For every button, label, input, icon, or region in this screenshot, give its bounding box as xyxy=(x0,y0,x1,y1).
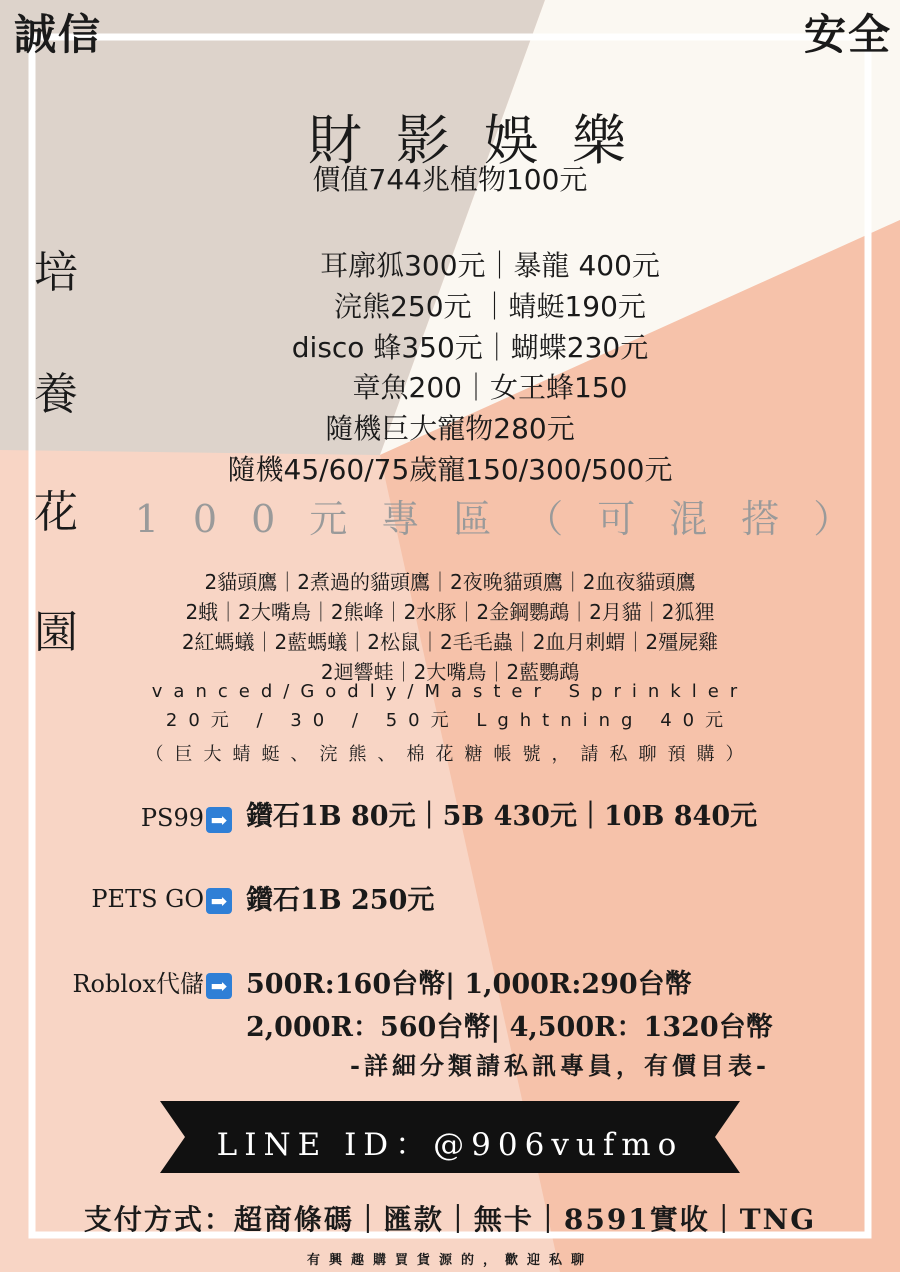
subtitle: 價值744兆植物100元 xyxy=(312,163,588,196)
item-line-6: 隨機45/60/75歲寵150/300/500元 xyxy=(227,453,673,486)
arrow-right-icon: ➡ xyxy=(206,807,232,833)
payment-methods: 支付方式：超商條碼｜匯款｜無卡｜8591實收｜TNG xyxy=(83,1203,817,1236)
corner-label-left: 誠信 xyxy=(14,10,103,59)
product-label-ps99-text: PS99 xyxy=(140,804,204,832)
zone-item-line-2: 2蛾｜2大嘴鳥｜2熊峰｜2水豚｜2金鋼鸚鵡｜2月貓｜2狐狸 xyxy=(185,600,715,624)
product-label-roblox-text: Roblox代儲 xyxy=(72,970,204,998)
side-char-1: 培 xyxy=(34,247,78,298)
side-char-3: 花 xyxy=(34,487,78,538)
footer-note: 有興趣購買貨源的，歡迎私聊 xyxy=(306,1253,593,1268)
sprinkler-line-2: 20元 / 30 / 50元 Lghtning 40元 xyxy=(165,710,735,731)
item-line-1: 耳廓狐300元｜暴龍 400元 xyxy=(320,249,660,282)
zone-item-line-4: 2迴響蛙｜2大嘴鳥｜2藍鸚鵡 xyxy=(320,660,580,684)
arrow-right-icon: ➡ xyxy=(206,888,232,914)
sprinkler-line-1: vanced/Godly/Master Sprinkler xyxy=(151,681,749,702)
zone-item-line-1: 2貓頭鷹｜2煮過的貓頭鷹｜2夜晚貓頭鷹｜2血夜貓頭鷹 xyxy=(204,570,696,594)
item-line-5: 隨機巨大寵物280元 xyxy=(325,412,575,445)
line-id-text[interactable]: LINE ID：@906vufmo xyxy=(216,1127,684,1163)
item-line-3: disco 蜂350元｜蝴蝶230元 xyxy=(291,331,649,364)
arrow-right-icon: ➡ xyxy=(206,973,232,999)
product-label-ps99 xyxy=(141,804,232,833)
shop-title: 財影娛樂 xyxy=(308,109,660,172)
item-line-2: 浣熊250元 ｜蜻蜓190元 xyxy=(334,290,646,323)
product-label-petsgo xyxy=(91,885,232,914)
preorder-note: （巨大蜻蜓、浣熊、棉花糖帳號，請私聊預購） xyxy=(145,744,755,765)
side-char-4: 園 xyxy=(34,607,78,658)
product-price-roblox-2: 2,000R：560台幣| 4,500R：1320台幣 xyxy=(246,1012,773,1043)
zone-title: 100元專區（可混搭） xyxy=(134,497,886,541)
corner-label-right: 安全 xyxy=(803,10,892,59)
product-label-petsgo-text: PETS GO xyxy=(91,885,204,913)
product-price-petsgo: 鑽石1B 250元 xyxy=(246,885,435,916)
product-label-roblox xyxy=(72,964,232,999)
product-price-ps99: 鑽石1B 80元｜5B 430元｜10B 840元 xyxy=(246,801,758,832)
side-char-2: 養 xyxy=(34,369,78,420)
detail-note: -詳細分類請私訊專員，有價目表- xyxy=(350,1051,770,1080)
product-price-roblox-1: 500R:160台幣| 1,000R:290台幣 xyxy=(246,969,692,1000)
item-line-4: 章魚200｜女王蜂150 xyxy=(352,371,628,404)
zone-item-line-3: 2紅螞蟻｜2藍螞蟻｜2松鼠｜2毛毛蟲｜2血月刺蝟｜2殭屍雞 xyxy=(181,630,719,654)
